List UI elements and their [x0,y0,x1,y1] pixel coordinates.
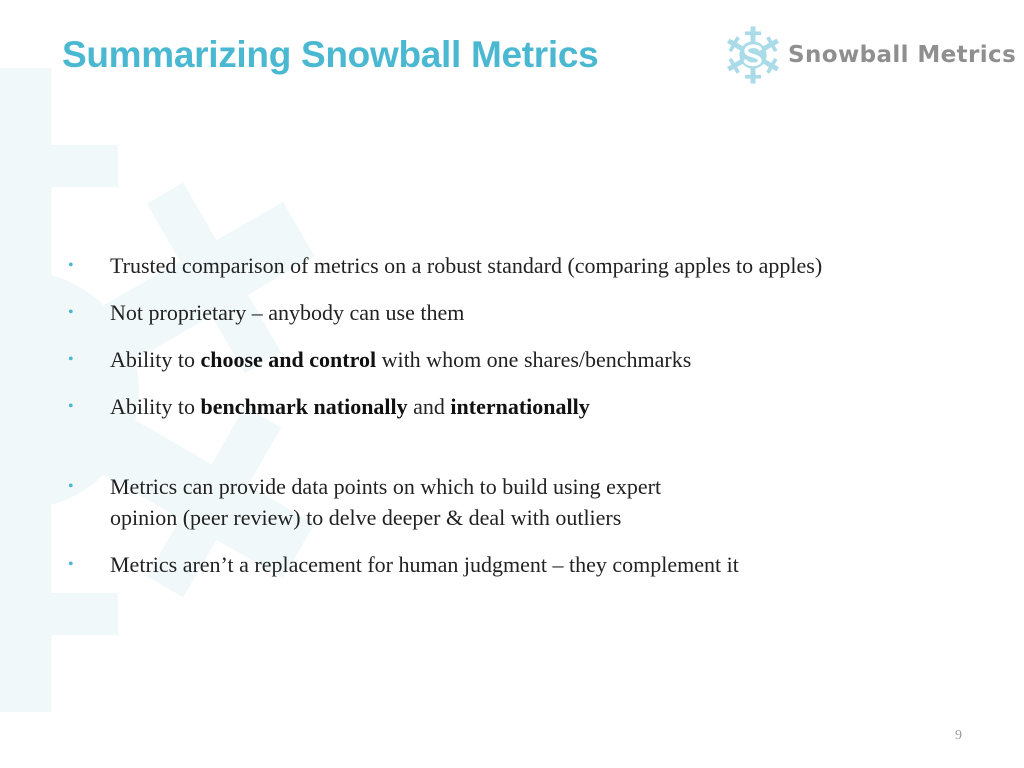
bullet-plain-text: and [407,394,451,419]
slide-title: Summarizing Snowball Metrics [62,34,599,75]
logo-text: Snowball Metrics [788,42,1017,68]
page-number: 9 [955,728,962,743]
bullet-dot-icon: • [68,257,74,274]
bullet-list [68,250,948,596]
bullet-plain-text: Trusted comparison of metrics on a robust standard (comparing apples to apples) [110,253,823,278]
bullet-item [68,391,948,422]
bullet-line: opinion (peer review) to delve deeper & deal with outliers [110,505,622,530]
bullet-plain-text: Not proprietary – anybody can use them [110,300,465,325]
bullet-dot-icon: • [68,398,74,415]
bullet-text [110,347,691,372]
bullet-item [68,549,948,580]
bullet-bold-text: benchmark nationally [200,394,408,419]
bullet-bold-text: choose and control [200,347,377,372]
bullet-dot-icon: • [68,556,74,573]
bullet-plain-text: with whom one shares/benchmarks [376,347,692,372]
bullet-text [110,300,464,325]
bullet-text [110,474,661,530]
snowflake-s-logo-icon [722,24,784,86]
bullet-dot-icon: • [68,478,74,495]
bullet-text [110,253,822,278]
bullet-bold-text: internationally [450,394,590,419]
bullet-line: Metrics can provide data points on which to build using expert [110,474,662,499]
bullet-item [68,344,948,375]
bullet-plain-text: Ability to [110,394,201,419]
bullet-plain-text: Metrics aren’t a replacement for human judgment – they complement it [110,552,739,577]
bullet-text [110,394,590,419]
bullet-item [68,250,948,281]
snowball-metrics-logo [722,22,1016,88]
bullet-dot-icon: • [68,351,74,368]
bullet-dot-icon: • [68,304,74,321]
bullet-text [110,552,739,577]
bullet-item [68,471,948,533]
bullet-item [68,297,948,328]
bullet-plain-text: Ability to [110,347,201,372]
